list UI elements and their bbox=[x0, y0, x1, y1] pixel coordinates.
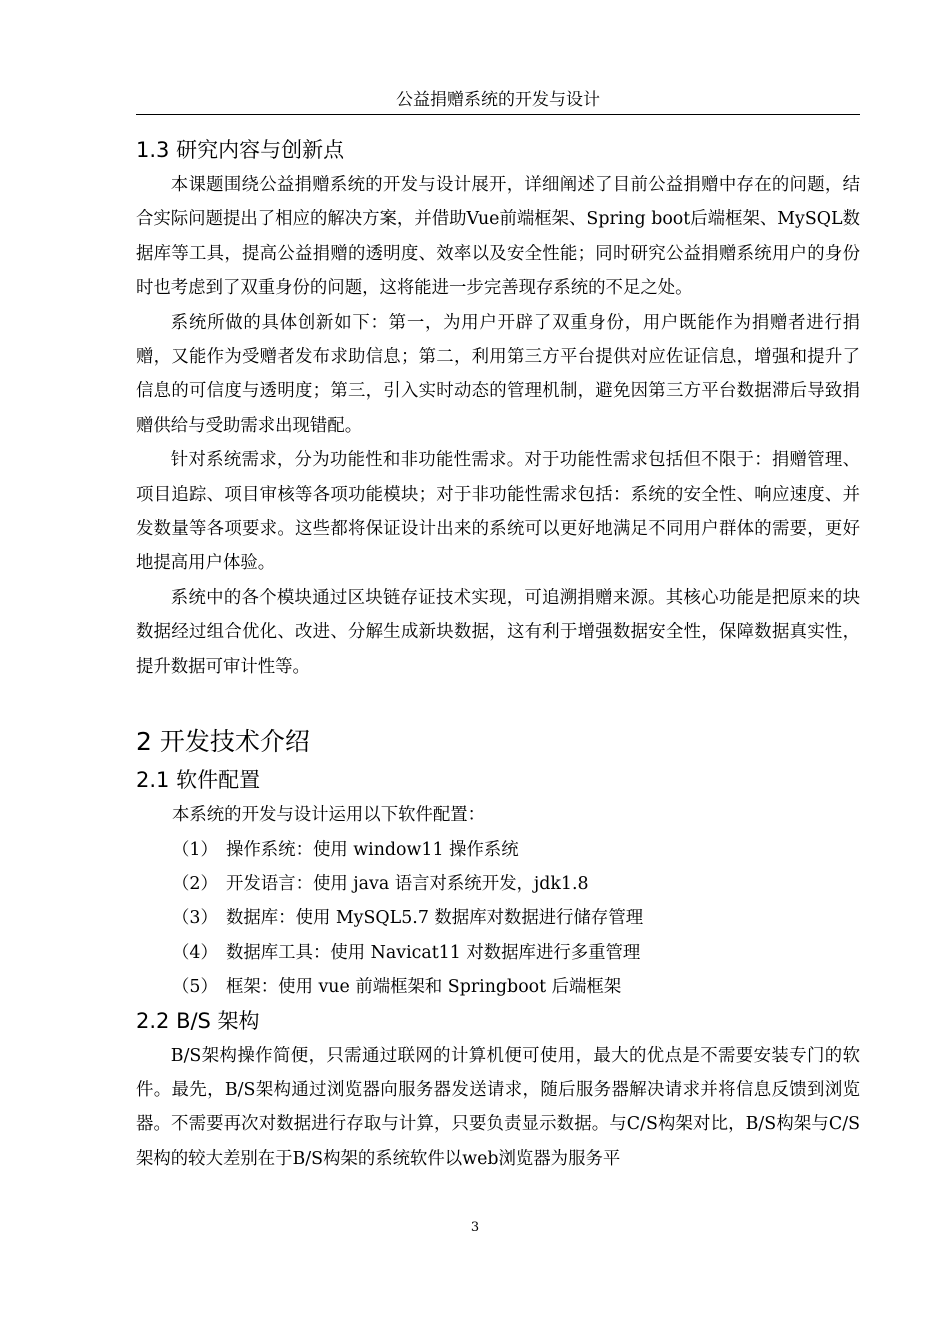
section-heading-2-1: 2.1 软件配置 bbox=[136, 768, 261, 793]
header-rule bbox=[136, 114, 860, 115]
list-item bbox=[136, 970, 860, 1004]
list-item-number: （2） bbox=[172, 873, 218, 894]
paragraph: 系统中的各个模块通过区块链存证技术实现，可追溯捐赠来源。其核心功能是把原来的块数据经过组合优化、改进、分解生成新块数据，这有利于增强数据安全性，保障数据真实性，提升数据可审计性等。 bbox=[136, 587, 860, 677]
section-heading-1-3: 1.3 研究内容与创新点 bbox=[136, 138, 345, 162]
list-item-text: 数据库工具：使用 Navicat11 对数据库进行多重管理 bbox=[226, 942, 641, 963]
list-item bbox=[136, 833, 860, 867]
page-number: 3 bbox=[470, 1220, 480, 1235]
list-item-number: （4） bbox=[172, 942, 218, 963]
section-heading-2-2: 2.2 B/S 架构 bbox=[136, 1008, 260, 1033]
list-item-text: 操作系统：使用 window11 操作系统 bbox=[226, 839, 519, 860]
paragraph: 本课题围绕公益捐赠系统的开发与设计展开，详细阐述了目前公益捐赠中存在的问题，结合实际问题提出了相应的解决方案，并借助Vue前端框架、Spring boot后端框架、MySQL数据库等工具，提高公益捐赠的透明度、效率以及安全性能；同时研究公益捐赠系统用户的身份时也考虑到了双重身份的问题，这将能进一步完善现存系统的不足之处。 bbox=[136, 175, 860, 299]
list-item-number: （5） bbox=[172, 977, 218, 998]
list-item-text: 框架：使用 vue 前端框架和 Springboot 后端框架 bbox=[226, 977, 622, 998]
paragraph: B/S架构操作简便，只需通过联网的计算机便可使用，最大的优点是不需要安装专门的软件。最先，B/S架构通过浏览器向服务器发送请求，随后服务器解决请求并将信息反馈到浏览器。不需要再次对数据进行存取与计算，只要负责显示数据。与C/S构架对比，B/S构架与C/S架构的较大差别在于B/S构架的系统软件以web浏览器为服务平 bbox=[136, 1045, 860, 1169]
paragraph: 针对系统需求，分为功能性和非功能性需求。对于功能性需求包括但不限于：捐赠管理、项目追踪、项目审核等各项功能模块；对于非功能性需求包括：系统的安全性、响应速度、并发数量等各项要求。这些都将保证设计出来的系统可以更好地满足不同用户群体的需要，更好地提高用户体验。 bbox=[136, 450, 860, 574]
list-item-text: 开发语言：使用 java 语言对系统开发，jdk1.8 bbox=[226, 873, 589, 894]
running-header: 公益捐赠系统的开发与设计 bbox=[396, 90, 600, 110]
list-item-text: 数据库：使用 MySQL5.7 数据库对数据进行储存管理 bbox=[226, 908, 644, 929]
list-intro: 本系统的开发与设计运用以下软件配置： bbox=[172, 805, 486, 826]
paragraph: 系统所做的具体创新如下：第一，为用户开辟了双重身份，用户既能作为捐赠者进行捐赠，又能作为受赠者发布求助信息；第二，利用第三方平台提供对应佐证信息，增强和提升了信息的可信度与透明度；第三，引入实时动态的管理机制，避免因第三方平台数据滞后导致捐赠供给与受助需求出现错配。 bbox=[136, 312, 860, 436]
page-content bbox=[136, 134, 860, 1176]
chapter-heading-2: 2 开发技术介绍 bbox=[136, 727, 310, 757]
list-item bbox=[136, 936, 860, 970]
list-item bbox=[136, 867, 860, 901]
list-item-number: （3） bbox=[172, 908, 218, 929]
list-item bbox=[136, 901, 860, 935]
list-item-number: （1） bbox=[172, 839, 218, 860]
